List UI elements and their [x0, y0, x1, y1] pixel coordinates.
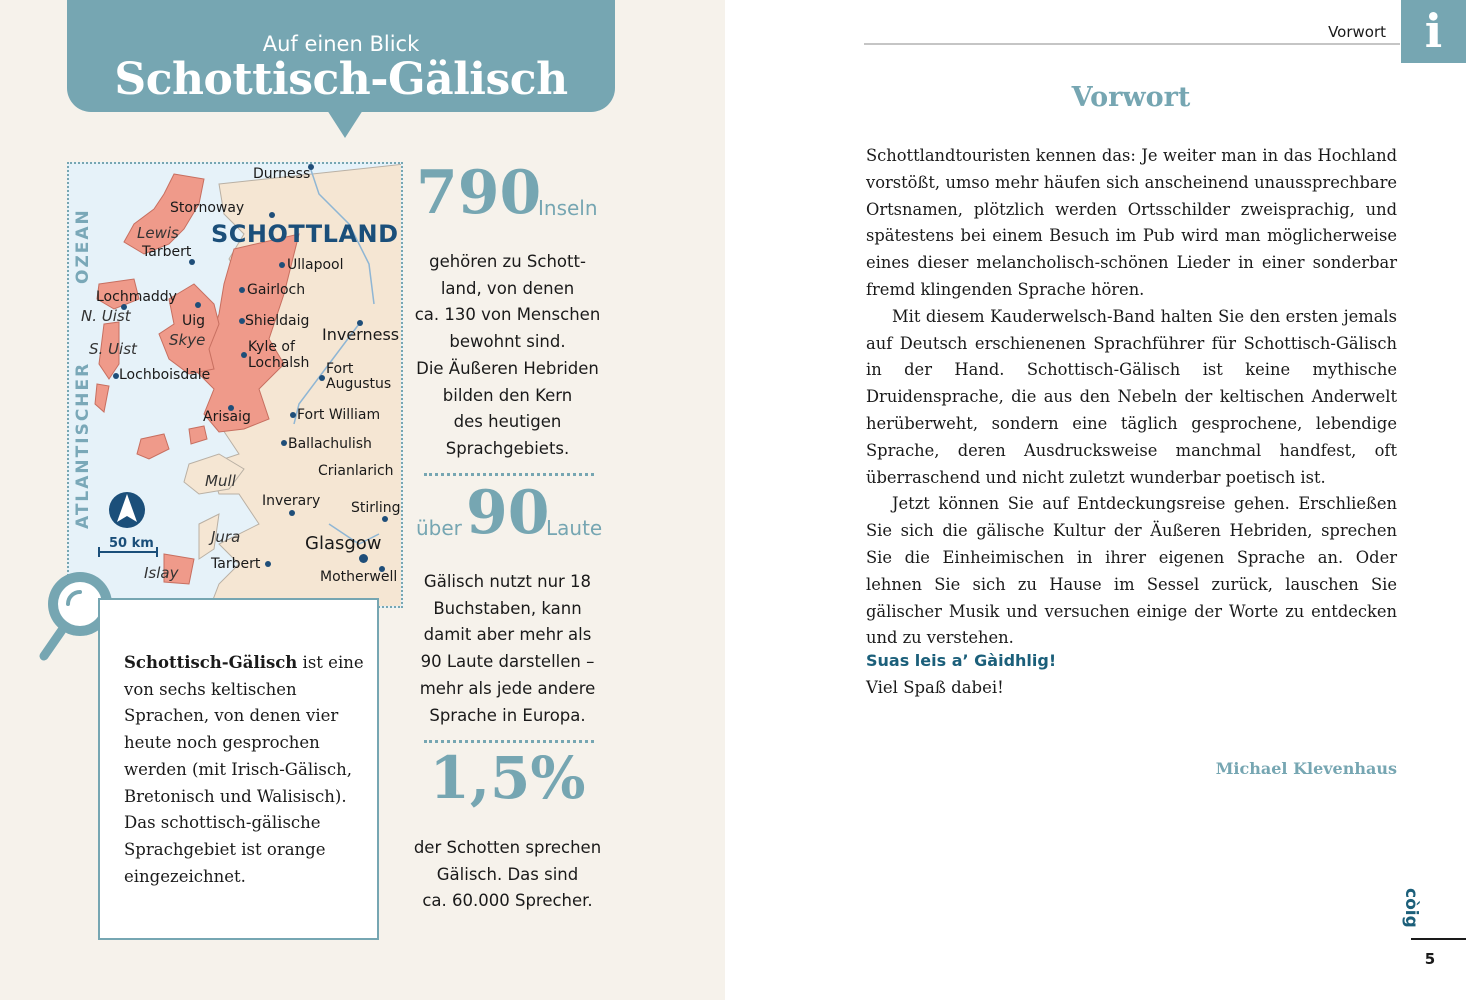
stat-text-line: der Schotten sprechen	[413, 838, 602, 857]
map-place-arisaig: Arisaig	[203, 409, 251, 425]
banner-title: Schottisch-Gälisch	[114, 54, 568, 105]
scotland-map	[67, 162, 403, 608]
gaelic-page-number	[1401, 886, 1451, 928]
paragraph: Schottlandtouristen kennen das: Je weiter man in das Hochland vorstößt, umso mehr häufen sich anscheinend unaussprechbare Ortsnamen, plötzlich werden Ortsschilder zweisprachig, und spätestens bei einem Besuch im Pub wird man möglicherweise eines dieser melancholisch-schönen Lieder in einer sonderbar fremd klingenden Sprache hören.	[866, 146, 1397, 299]
map-place-fort-augustus-2: Augustus	[326, 376, 392, 392]
stat-speakers-number: 1,5%	[429, 744, 586, 812]
map-dot	[359, 554, 368, 563]
info-icon: i	[1401, 0, 1466, 63]
map-place-motherwell: Motherwell	[320, 569, 398, 585]
gaelic-page-number-text: còig	[1401, 888, 1421, 928]
map-place-n-uist: N. Uist	[81, 307, 131, 325]
stat-text-line: damit aber mehr als	[423, 625, 592, 645]
stat-sounds-text	[410, 569, 605, 729]
map-dot	[281, 440, 287, 446]
map-dot	[279, 262, 285, 268]
stat-text-line: Buchstaben, kann	[433, 598, 582, 618]
dotted-separator	[424, 740, 594, 743]
map-place-skye: Skye	[169, 331, 206, 349]
stat-text-line: ca. 60.000 Sprecher.	[422, 891, 593, 911]
map-dot	[195, 302, 201, 308]
stat-islands-number: 790	[416, 158, 542, 228]
map-place-lochboisdale: Lochboisdale	[119, 367, 211, 383]
map-place-lochalsh: Lochalsh	[248, 355, 310, 371]
stat-sounds	[410, 478, 605, 729]
stat-sounds-number: 90	[466, 478, 550, 548]
map-place-durness: Durness	[253, 166, 311, 182]
stat-text-line: mehr als jede andere	[419, 678, 596, 698]
foreword-body	[866, 143, 1397, 652]
right-page	[725, 0, 1466, 1000]
stat-text-line: bilden den Kern	[442, 385, 573, 405]
stat-text-line: 90 Laute darstellen –	[420, 652, 595, 672]
map-scale-label: 50 km	[109, 536, 154, 551]
info-box-text	[124, 650, 364, 890]
gaelic-greeting: Suas leis a’ Gàidhlig!	[866, 651, 1057, 670]
stat-text-line: des heutigen	[453, 412, 562, 432]
map-place-inverary: Inverary	[262, 493, 321, 509]
map-place-islay: Islay	[144, 564, 179, 582]
map-place-tarbert-south: Tarbert	[211, 556, 261, 572]
map-ocean-label-2: ATLANTISCHER	[73, 361, 93, 529]
map-dot	[241, 352, 247, 358]
map-dot	[239, 287, 245, 293]
stat-sounds-prefix: über	[416, 516, 462, 540]
map-place-kyle: Kyle of	[248, 339, 295, 355]
stat-text-line: ca. 130 von Menschen	[414, 305, 601, 325]
map-dot	[319, 375, 325, 381]
stat-speakers	[410, 744, 605, 915]
header-rule	[864, 43, 1400, 45]
map-place-tarbert-north: Tarbert	[142, 244, 192, 260]
running-head: Vorwort	[1328, 23, 1386, 41]
paragraph: Mit diesem Kauderwelsch-Band halten Sie den ersten jemals auf Deutsch erschienenen Sprachführer für Schottisch-Gälisch in der Hand. Schottisch-Gälisch ist keine mythische Druidensprache, die aus den Nebeln der keltischen Anderwelt herüberweht, sondern eine täglich gesprochene, lebendige Sprache, deren Ausdrucksweise manchmal handfest, oft überraschend und nicht zuletzt wunderbar poetisch ist.	[866, 306, 1397, 487]
stat-text-line: Die Äußeren Hebriden	[416, 358, 599, 378]
paragraph: Jetzt können Sie auf Entdeckungsreise gehen. Erschließen Sie sich die gälische Kultur der Äußeren Hebriden, sprechen Sie die Einheimischen in ihrer eigenen Sprache an. Oder lehnen Sie sich zu Hause im Sessel zurück, lauschen Sie gälischer Musik und versuchen einige der Worte zu entdecken und zu verstehen.	[866, 494, 1397, 648]
banner-pointer	[327, 110, 363, 138]
stat-islands-unit: Inseln	[538, 196, 598, 220]
map-place-ballachulish: Ballachulish	[288, 436, 372, 452]
info-box	[98, 598, 379, 940]
stat-text-line: Gälisch. Das sind	[436, 864, 579, 884]
map-place-fort-augustus-1: Fort	[326, 361, 354, 377]
map-ocean-label-1: OZEAN	[73, 208, 93, 284]
author-name: Michael Klevenhaus	[1215, 759, 1397, 778]
map-place-glasgow: Glasgow	[305, 533, 382, 554]
header-banner	[67, 0, 615, 112]
map-place-stornoway: Stornoway	[170, 200, 245, 216]
map-country-label: SCHOTTLAND	[211, 220, 399, 248]
page-number: 5	[1424, 950, 1436, 968]
map-place-s-uist: S. Uist	[89, 340, 137, 358]
stat-text-line: Gälisch nutzt nur 18	[423, 572, 592, 591]
banner-subtitle: Auf einen Blick	[262, 32, 420, 56]
info-box-bold: Schottisch-Gälisch	[124, 653, 298, 672]
map-dot	[289, 510, 295, 516]
map-place-jura: Jura	[211, 528, 241, 546]
map-place-lewis: Lewis	[137, 224, 179, 242]
stat-text-line: Sprache in Europa.	[429, 705, 586, 725]
page-title: Vorwort	[1071, 82, 1191, 113]
dotted-separator	[424, 473, 594, 476]
stat-speakers-text	[410, 835, 605, 915]
stat-sounds-unit: Laute	[546, 516, 603, 540]
map-place-fort-william: Fort William	[297, 407, 381, 423]
stat-islands	[410, 158, 605, 463]
closing-line: Viel Spaß dabei!	[866, 678, 1004, 697]
stat-islands-text	[410, 249, 605, 463]
footer-rule	[1411, 938, 1466, 940]
stat-text-line: bewohnt sind.	[449, 332, 566, 352]
info-box-body: ist eine von sechs keltischen Sprachen, von denen vier heute noch gesprochen werden (mit Irisch-Gälisch, Bretonisch und Walisisch). Das schottisch-gälische Sprachgebiet ist orange eingezeichnet.	[124, 653, 364, 886]
map-place-lochmaddy: Lochmaddy	[96, 289, 177, 305]
map-dot	[382, 516, 388, 522]
map-dot	[265, 561, 271, 567]
map-place-stirling: Stirling	[351, 500, 401, 516]
map-dot	[290, 412, 296, 418]
map-place-shieldaig: Shieldaig	[245, 313, 310, 329]
stat-text-line: gehören zu Schott-	[429, 252, 586, 271]
map-place-uig: Uig	[182, 313, 206, 329]
map-place-crianlarich: Crianlarich	[318, 463, 394, 479]
stat-text-line: Sprachgebiets.	[445, 438, 570, 458]
stat-text-line: land, von denen	[440, 278, 575, 298]
map-place-gairloch: Gairloch	[247, 282, 306, 298]
left-page	[0, 0, 725, 1000]
map-place-mull: Mull	[205, 472, 236, 490]
map-place-inverness: Inverness	[322, 325, 400, 344]
map-place-ullapool: Ullapool	[287, 257, 344, 273]
map-dot	[269, 212, 275, 218]
